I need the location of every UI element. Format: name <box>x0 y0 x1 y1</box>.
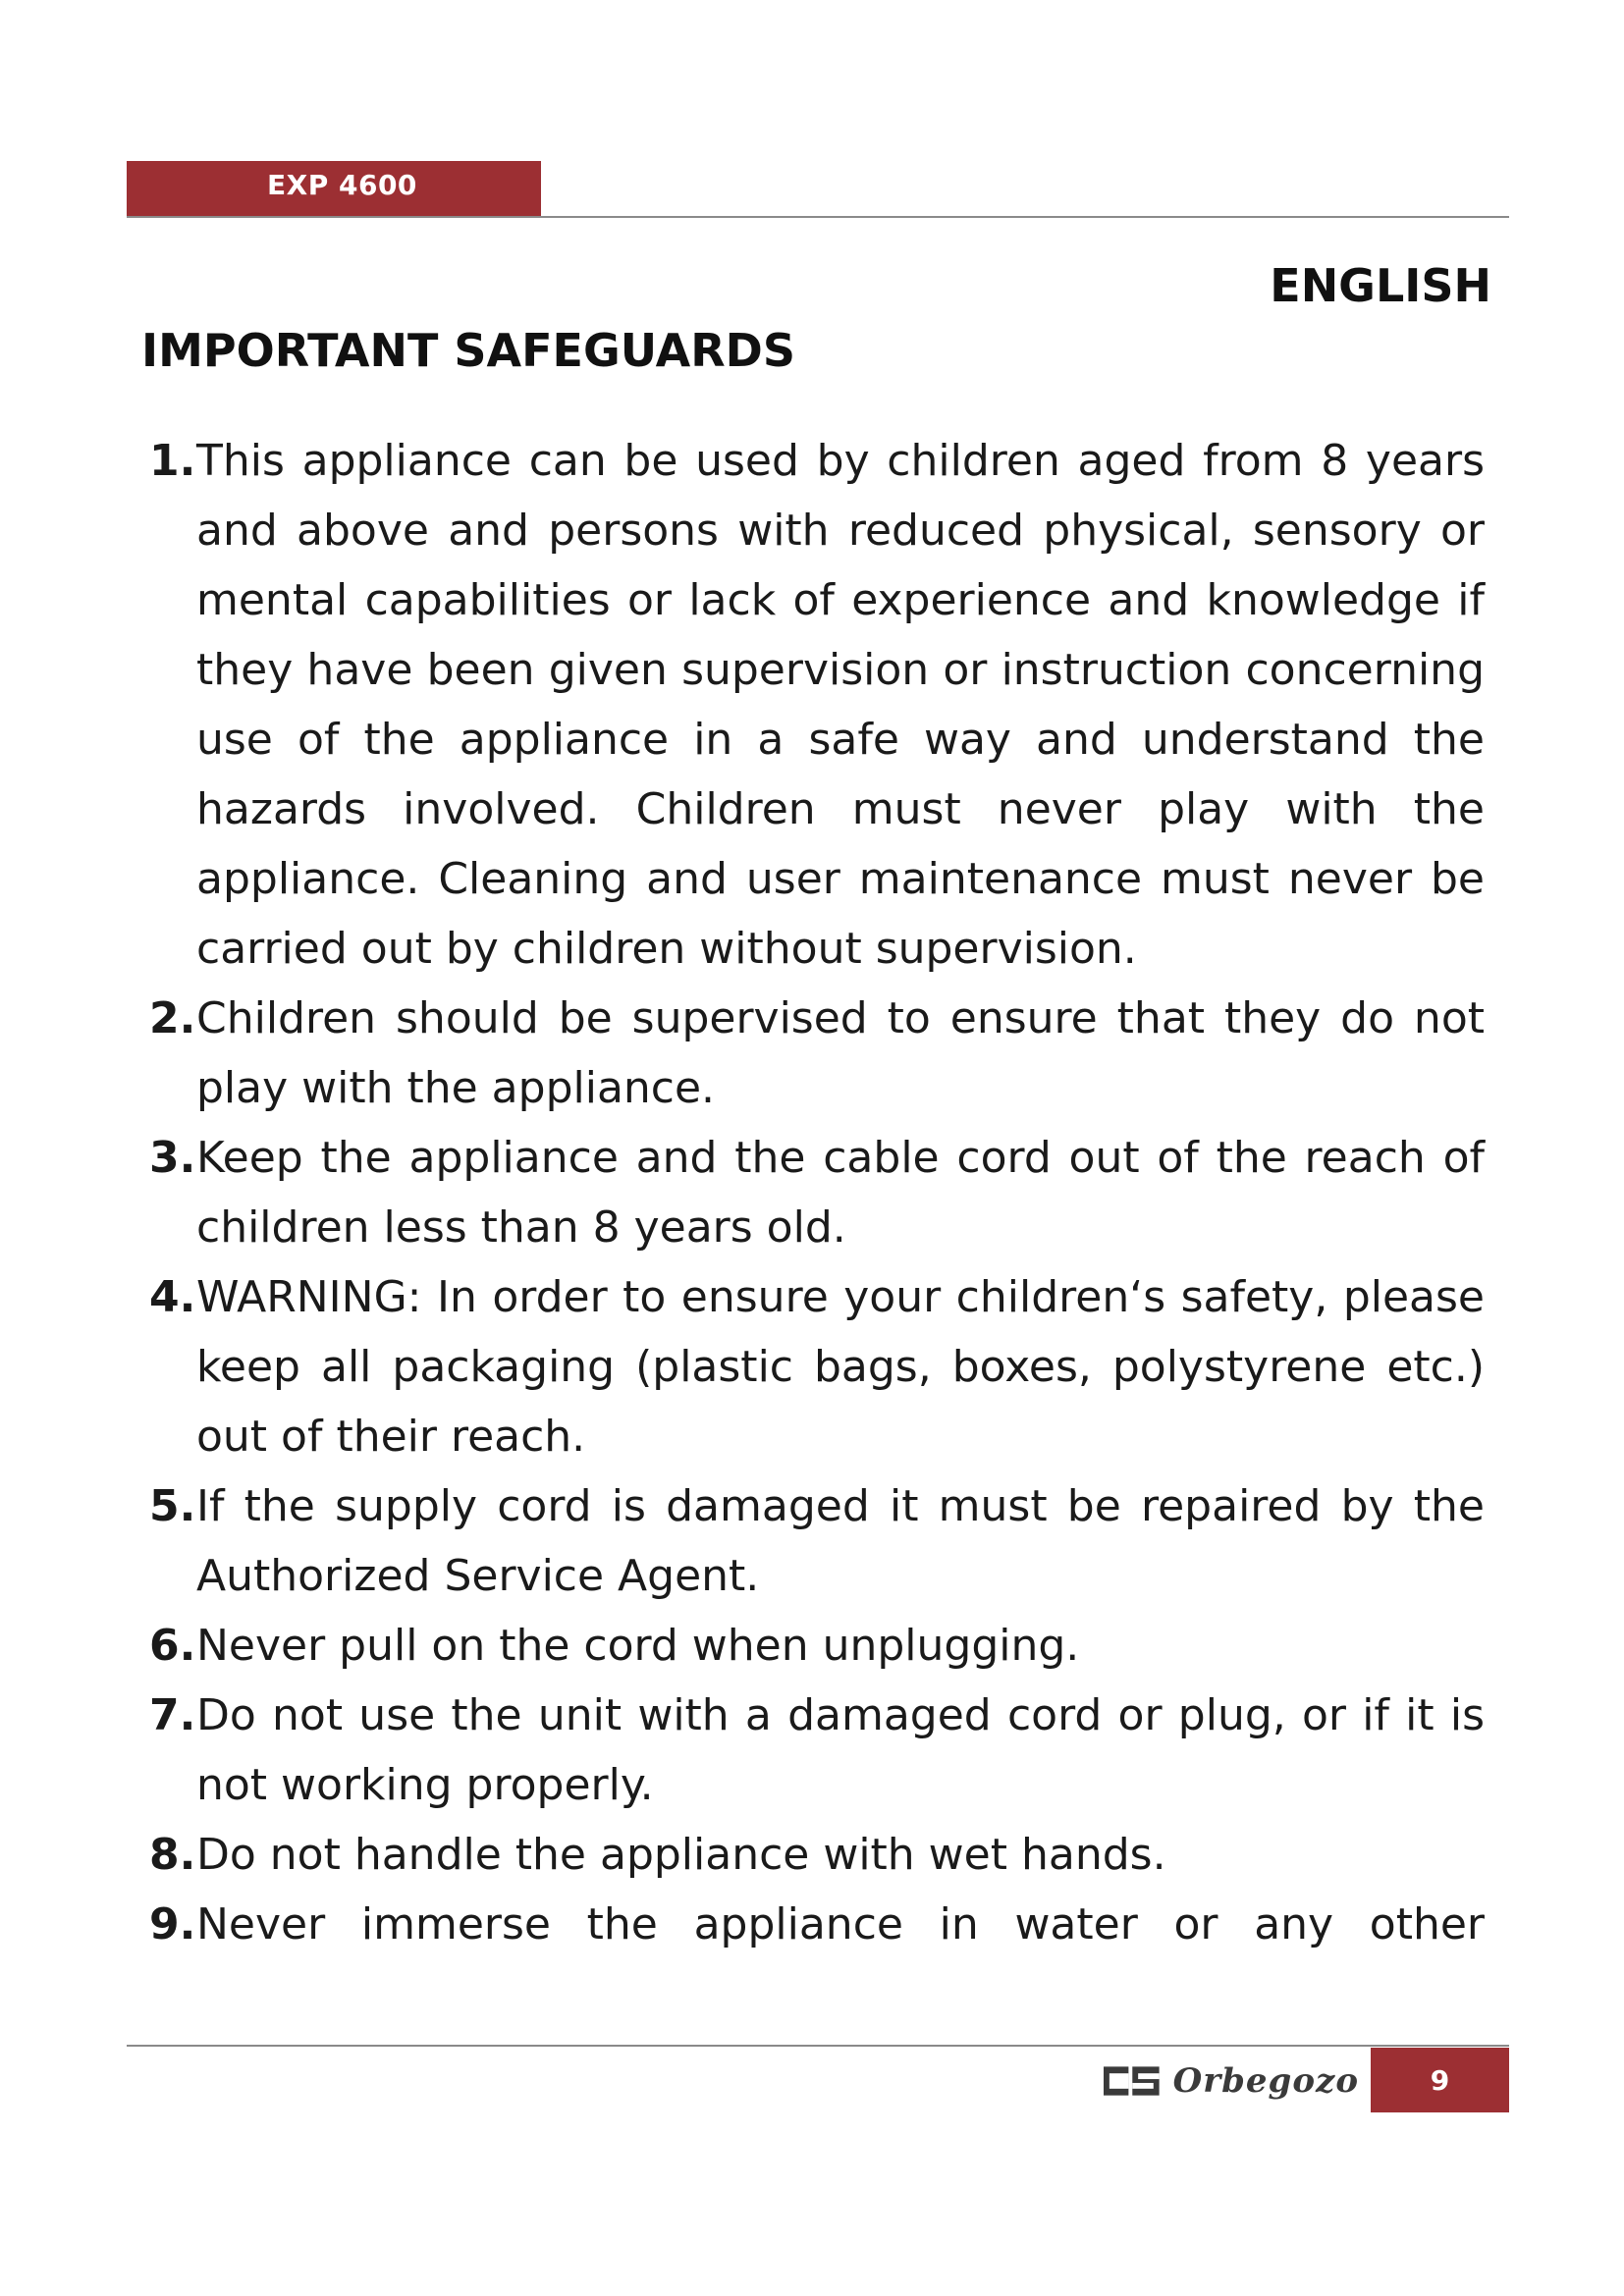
item-number: 5. <box>149 1481 196 1531</box>
header-rule <box>127 216 1509 218</box>
safeguard-item <box>147 1471 1485 1611</box>
item-text: Never pull on the cord when unplugging. <box>196 1621 1080 1671</box>
item-text: WARNING: In order to ensure your children‘s safety, please keep all packaging (plastic bags, boxes, polystyrene etc.) out of their reach. <box>196 1272 1485 1462</box>
page-title: IMPORTANT SAFEGUARDS <box>141 324 795 377</box>
item-number: 4. <box>149 1272 196 1322</box>
item-number: 9. <box>149 1899 196 1949</box>
safeguard-item <box>147 1123 1485 1262</box>
item-number: 7. <box>149 1690 196 1740</box>
safeguard-item <box>147 1611 1485 1681</box>
safeguard-item <box>147 426 1485 984</box>
item-text: Never immerse the appliance in water or any other <box>196 1899 1485 1949</box>
orbegozo-logo-icon <box>1104 2066 1160 2096</box>
page-number: 9 <box>1430 2063 1450 2097</box>
safeguard-item <box>147 1262 1485 1471</box>
safeguard-item <box>147 1681 1485 1820</box>
item-text: Do not handle the appliance with wet hands. <box>196 1830 1166 1880</box>
safeguard-item <box>147 1820 1485 1890</box>
language-label: ENGLISH <box>1270 259 1491 312</box>
item-number: 2. <box>149 993 196 1043</box>
item-text: Keep the appliance and the cable cord out of the reach of children less than 8 years old. <box>196 1133 1485 1253</box>
page-number-box <box>1371 2048 1509 2112</box>
item-number: 8. <box>149 1830 196 1880</box>
safeguard-list <box>147 426 1485 1959</box>
item-number: 6. <box>149 1621 196 1671</box>
item-text: This appliance can be used by children aged from 8 years and above and persons with reduced physical, sensory or mental capabilities or lack of experience and knowledge if they have been given supervision or instruction concerning use of the appliance in a safe way and understand the hazards involved. Children must never play with the appliance. Cleaning and user maintenance must never be carried out by children without supervision. <box>196 436 1485 974</box>
item-text: Do not use the unit with a damaged cord or plug, or if it is not working properly. <box>196 1690 1485 1810</box>
item-text: If the supply cord is damaged it must be repaired by the Authorized Service Agent. <box>196 1481 1485 1601</box>
safeguard-item <box>147 1890 1485 1959</box>
safeguard-item <box>147 984 1485 1123</box>
model-label: EXP 4600 <box>267 169 417 201</box>
brand-name: Orbegozo <box>1172 2061 1359 2101</box>
footer-rule <box>127 2045 1509 2047</box>
item-text: Children should be supervised to ensure that they do not play with the appliance. <box>196 993 1485 1113</box>
item-number: 1. <box>149 436 196 486</box>
brand-logo <box>1104 2059 1359 2103</box>
item-number: 3. <box>149 1133 196 1183</box>
